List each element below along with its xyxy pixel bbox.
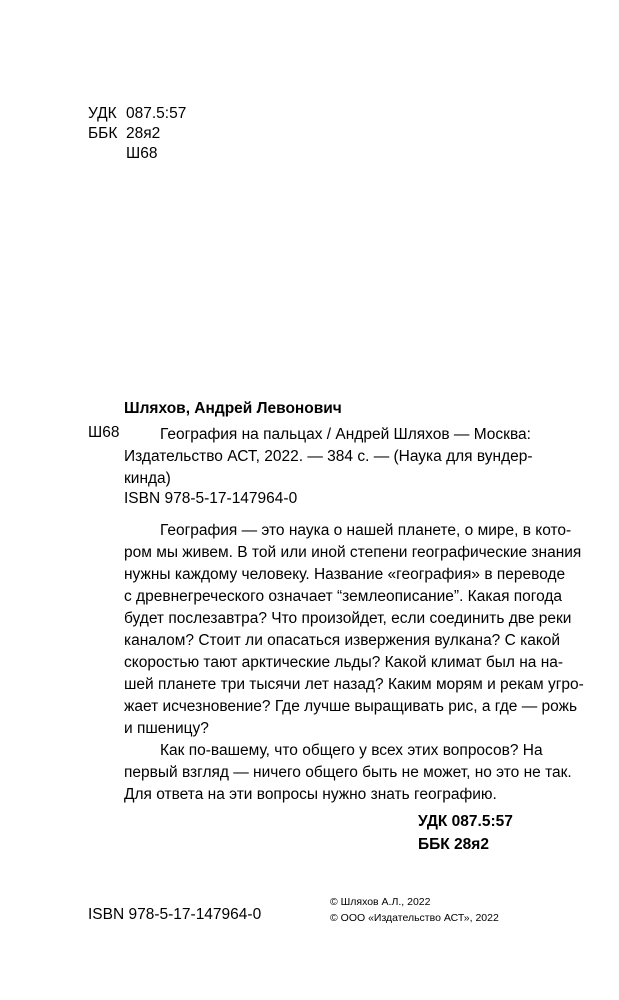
cutter-code: Ш68: [126, 145, 158, 162]
abstract-line: шей планете три тысячи лет назад? Каким морям и рекам угро-: [124, 676, 584, 693]
biblio-line: География на пальцах / Андрей Шляхов — Москва:: [160, 426, 531, 443]
copyright-block: [330, 894, 499, 926]
abstract-line: нужны каждому человеку. Название «география» в переводе: [124, 566, 566, 583]
record-cutter: Ш68: [88, 424, 120, 441]
author-heading: Шляхов, Андрей Левонович: [124, 400, 342, 417]
biblio-line: кинда): [124, 470, 171, 487]
abstract-line: Как по-вашему, что общего у всех этих вопросов? На: [160, 742, 543, 759]
abstract-line: и пшеницу?: [124, 720, 209, 737]
udk-line: [88, 104, 186, 124]
bbk-line: [88, 124, 160, 144]
bibliographic-description: [124, 424, 533, 490]
abstract-line: жает исчезновение? Где лучше выращивать рис, а где — рожь: [124, 698, 578, 715]
abstract-line: будет послезавтра? Что произойдет, если соединить две реки: [124, 610, 572, 627]
abstract-line: каналом? Стоит ли опасаться извержения вулкана? С какой: [124, 632, 561, 649]
udk-label: УДК: [88, 105, 117, 122]
bold-bbk: ББК 28я2: [418, 836, 489, 853]
abstract-line: с древнегреческого означает “землеописание”. Какая погода: [124, 588, 563, 605]
abstract-line: Для ответа на эти вопросы нужно знать географию.: [124, 786, 497, 803]
abstract-line: ром мы живем. В той или иной степени географические знания: [124, 544, 582, 561]
biblio-line: Издательство АСТ, 2022. — 384 с. — (Наука для вундер-: [124, 448, 533, 465]
bold-classification-codes: [418, 810, 513, 856]
bold-udk: УДК 087.5:57: [418, 813, 513, 830]
copyright-author: © Шляхов А.Л., 2022: [330, 896, 431, 908]
abstract-line: первый взгляд — ничего общего быть не может, но это не так.: [124, 764, 572, 781]
abstract-line: География — это наука о нашей планете, о мире, в кото-: [160, 522, 572, 539]
bbk-label: ББК: [88, 125, 118, 142]
copyright-publisher: © ООО «Издательство АСТ», 2022: [330, 912, 499, 924]
isbn-record: ISBN 978-5-17-147964-0: [124, 490, 298, 507]
udk-value: 087.5:57: [126, 105, 187, 122]
abstract: [124, 520, 584, 806]
isbn-footer: ISBN 978-5-17-147964-0: [88, 906, 262, 923]
cutter-line: [88, 144, 157, 164]
bbk-value: 28я2: [126, 125, 161, 142]
abstract-line: скоростью тают арктические льды? Какой климат был на на-: [124, 654, 564, 671]
